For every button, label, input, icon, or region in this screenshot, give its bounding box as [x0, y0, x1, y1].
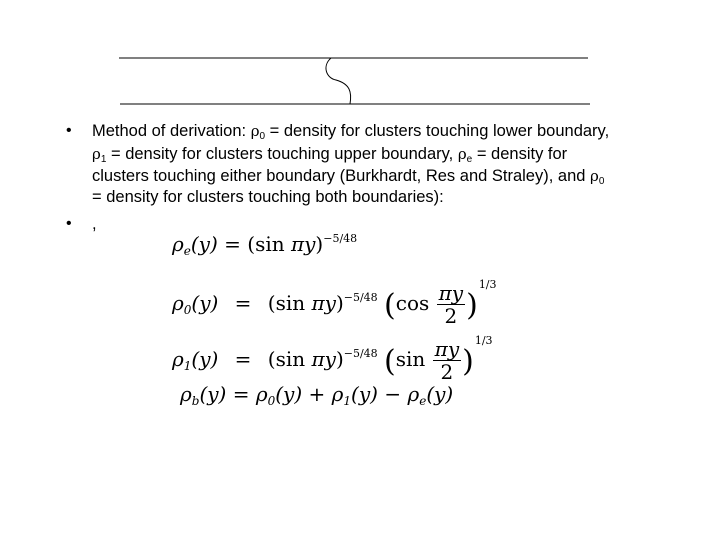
equals-sign: =: [234, 347, 252, 371]
equation-rho-1: [172, 328, 493, 383]
equation-rho-0: [172, 272, 497, 327]
sin-argument: πy: [311, 347, 336, 371]
argument: (y): [191, 291, 219, 315]
trig-function: sin: [395, 347, 426, 371]
minus-sign: −: [384, 382, 402, 406]
equation-rho-e: [172, 226, 357, 264]
exponent: −5/48: [343, 291, 378, 304]
plus-sign: +: [308, 382, 326, 406]
sin-open: (sin: [247, 232, 291, 256]
rho-symbol: ρ: [172, 347, 184, 371]
sin-open: (sin: [267, 291, 312, 315]
argument: (y): [199, 382, 227, 406]
cluster-curve: [326, 58, 351, 104]
subscript: b: [191, 394, 200, 408]
equals-sign: =: [224, 232, 241, 256]
rho-symbol: ρ: [250, 122, 260, 140]
sin-close: ): [315, 232, 324, 256]
big-paren-close: ): [466, 288, 478, 323]
argument: (y): [275, 382, 303, 406]
rho-symbol: ρ: [407, 382, 420, 406]
subscript: 1: [343, 394, 352, 408]
subscript: e: [419, 394, 427, 408]
fraction-exponent: 1/3: [474, 334, 493, 347]
subscript: e: [183, 244, 191, 258]
text-segment: clusters touching either boundary (Burkhardt, Res and Straley), and: [92, 167, 591, 185]
rho-symbol: ρ: [92, 145, 101, 163]
subscript: 0: [183, 303, 192, 317]
subscript: 0: [598, 176, 605, 187]
argument: (y): [351, 382, 378, 406]
text-segment: = density for clusters touching both boundaries):: [92, 188, 444, 206]
fraction-exponent: 1/3: [478, 278, 497, 291]
fraction-denominator: 2: [444, 304, 458, 328]
trig-function: cos: [395, 291, 430, 315]
bullet-marker: •: [66, 215, 72, 232]
sin-open: (sin: [267, 347, 312, 371]
subscript: 1: [100, 154, 107, 165]
text-segment: = density for clusters touching upper boundary,: [106, 145, 458, 163]
fraction-numerator: πy: [434, 337, 460, 361]
rho-symbol: ρ: [180, 382, 192, 406]
argument: (y): [426, 382, 454, 406]
text-segment: = density for: [472, 145, 568, 163]
big-paren-open: (: [384, 344, 396, 379]
argument: (y): [190, 232, 218, 256]
text-segment: = density for clusters touching lower boundary,: [265, 122, 610, 140]
rho-symbol: ρ: [457, 145, 467, 163]
fraction-denominator: 2: [440, 360, 454, 384]
exponent: −5/48: [323, 232, 358, 245]
equals-sign: =: [232, 382, 250, 406]
rho-symbol: ρ: [255, 382, 268, 406]
equation-rho-b: [180, 381, 453, 414]
subscript: 1: [183, 359, 192, 373]
subscript: e: [466, 154, 473, 165]
argument: (y): [191, 347, 219, 371]
text-segment: Method of derivation:: [92, 122, 251, 140]
fraction: [437, 282, 465, 327]
equals-sign: =: [234, 291, 252, 315]
bullet-2-text: ,: [92, 215, 97, 233]
fraction-numerator: πy: [438, 281, 464, 305]
big-paren-close: ): [462, 344, 474, 379]
subscript: 0: [259, 131, 266, 142]
big-paren-open: (: [384, 288, 396, 323]
rho-symbol: ρ: [172, 291, 184, 315]
bullet-marker: •: [66, 122, 72, 139]
sin-argument: πy: [311, 291, 336, 315]
exponent: −5/48: [343, 347, 378, 360]
sin-close: ): [335, 347, 344, 371]
rho-symbol: ρ: [172, 232, 184, 256]
rho-symbol: ρ: [590, 167, 599, 185]
fraction: [433, 338, 461, 383]
sin-argument: πy: [290, 232, 316, 256]
rho-symbol: ρ: [331, 382, 344, 406]
bullet-1-line-4: [92, 187, 444, 207]
sin-close: ): [335, 291, 344, 315]
subscript: 0: [267, 394, 276, 408]
